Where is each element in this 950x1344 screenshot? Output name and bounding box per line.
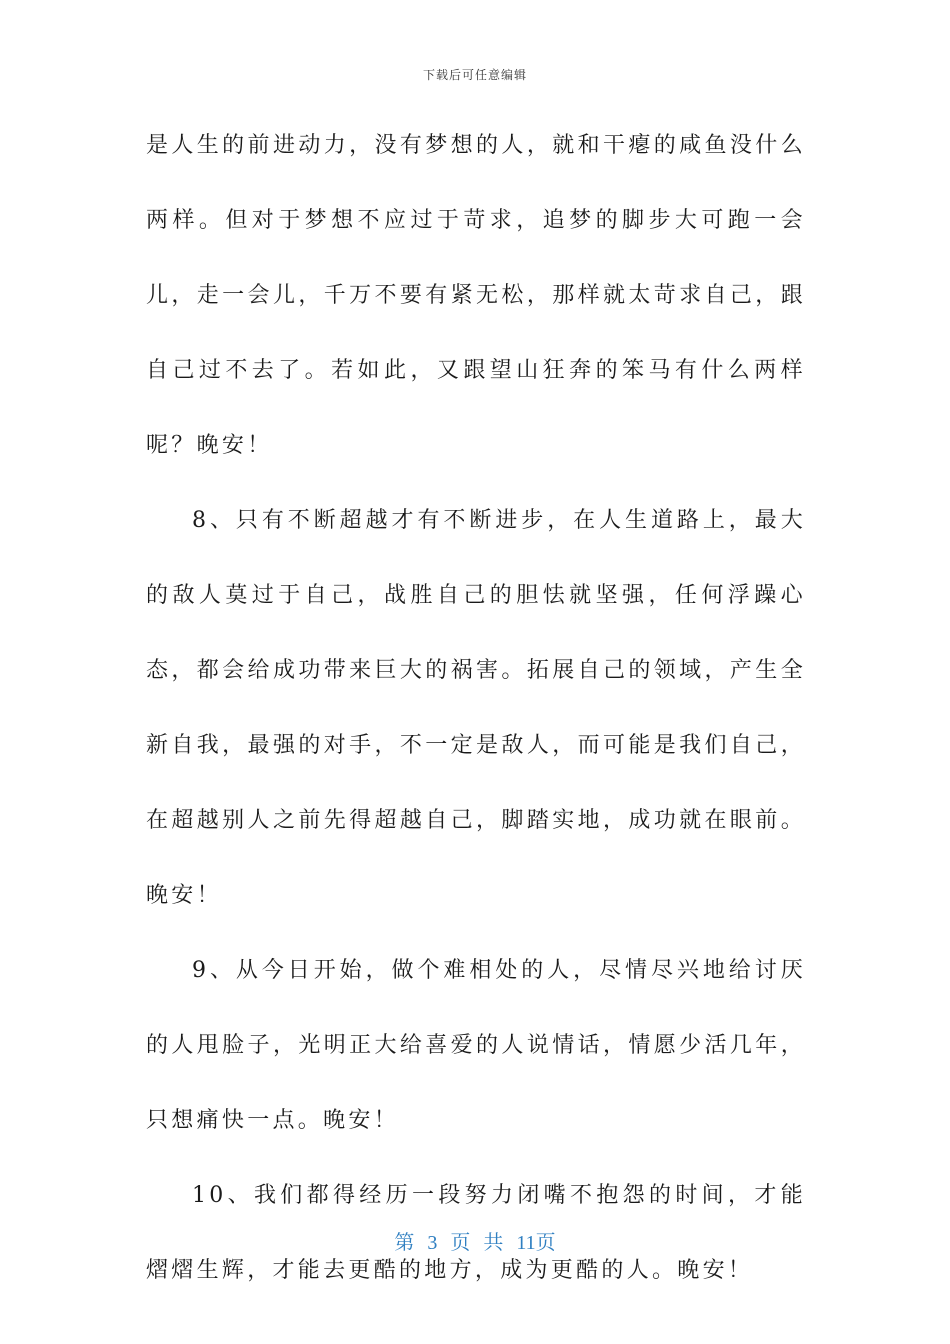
page-header-note: 下载后可任意编辑 [422,68,527,82]
page-number-footer: 第 3 页 共 11页 [394,1232,556,1254]
document-body [146,108,806,1308]
paragraph-item-8: 8、只有不断超越才有不断进步，在人生道路上，最大的敌人莫过于自己，战胜自己的胆怯就坚强，任何浮躁心态，都会给成功带来巨大的祸害。拓展自己的领域，产生全新自我，最强的对手，不一定是敌人，而可能是我们自己，在超越别人之前先得超越自己，脚踏实地，成功就在眼前。晚安！ [146,508,806,908]
paragraph-item-10: 10、我们都得经历一段努力闭嘴不抱怨的时间，才能熠熠生辉，才能去更酷的地方，成为更酷的人。晚安！ [146,1183,806,1283]
paragraph-item-9: 9、从今日开始，做个难相处的人，尽情尽兴地给讨厌的人甩脸子，光明正大给喜爱的人说情话，情愿少活几年，只想痛快一点。晚安！ [146,958,806,1133]
paragraph-continuation: 是人生的前进动力，没有梦想的人，就和干瘪的咸鱼没什么两样。但对于梦想不应过于苛求，追梦的脚步大可跑一会儿，走一会儿，千万不要有紧无松，那样就太苛求自己，跟自己过不去了。若如此，又跟望山狂奔的笨马有什么两样呢？晚安！ [146,133,806,458]
